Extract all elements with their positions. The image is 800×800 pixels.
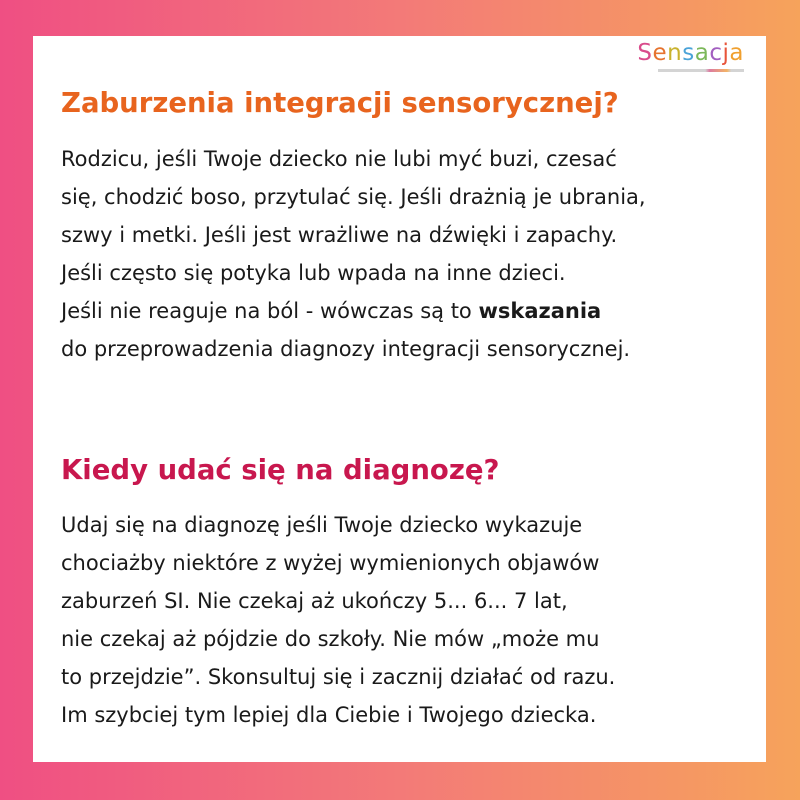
section2-line: nie czekaj aż pójdzie do szkoły. Nie mów „może mu xyxy=(61,627,600,651)
section2-paragraph xyxy=(61,506,761,734)
content-card xyxy=(33,36,766,762)
emphasis-wskazania: wskazania xyxy=(478,299,602,323)
logo-letter: a xyxy=(729,40,744,66)
section1-line: Rodzicu, jeśli Twoje dziecko nie lubi myć buzi, czesać xyxy=(61,147,617,171)
logo-letter: s xyxy=(682,40,695,66)
section1-line: do przeprowadzenia diagnozy integracji sensorycznej. xyxy=(61,337,631,361)
section1-heading: Zaburzenia integracji sensorycznej? xyxy=(61,87,619,119)
logo-wordmark xyxy=(637,38,744,68)
section2-line: Udaj się na diagnozę jeśli Twoje dziecko wykazuje xyxy=(61,513,583,537)
section2-heading: Kiedy udać się na diagnozę? xyxy=(61,454,500,486)
logo-letter: e xyxy=(652,40,668,66)
section2-line: to przejdzie”. Skonsultuj się i zacznij działać od razu. xyxy=(61,665,616,689)
section1-line: szwy i metki. Jeśli jest wrażliwe na dźwięki i zapachy. xyxy=(61,223,618,247)
logo-letter: a xyxy=(694,40,710,66)
section1-line5-text: Jeśli nie reaguje na ból - wówczas są to xyxy=(61,299,479,323)
section1-line xyxy=(61,292,761,330)
logo-letter: S xyxy=(637,40,653,66)
logo-tagline xyxy=(658,69,744,72)
section2-line: zaburzeń SI. Nie czekaj aż ukończy 5... 6... 7 lat, xyxy=(61,589,568,613)
sensacja-logo xyxy=(637,38,744,72)
section2-line: chociażby niektóre z wyżej wymienionych objawów xyxy=(61,551,600,575)
logo-letter: n xyxy=(667,40,683,66)
section2-line: Im szybciej tym lepiej dla Ciebie i Twojego dziecka. xyxy=(61,703,597,727)
section1-line: się, chodzić boso, przytulać się. Jeśli drażnią je ubrania, xyxy=(61,185,646,209)
section1-paragraph xyxy=(61,140,761,368)
section1-line: Jeśli często się potyka lub wpada na inne dzieci. xyxy=(61,261,566,285)
logo-letter: c xyxy=(709,40,723,66)
logo-letter: j xyxy=(722,40,730,66)
